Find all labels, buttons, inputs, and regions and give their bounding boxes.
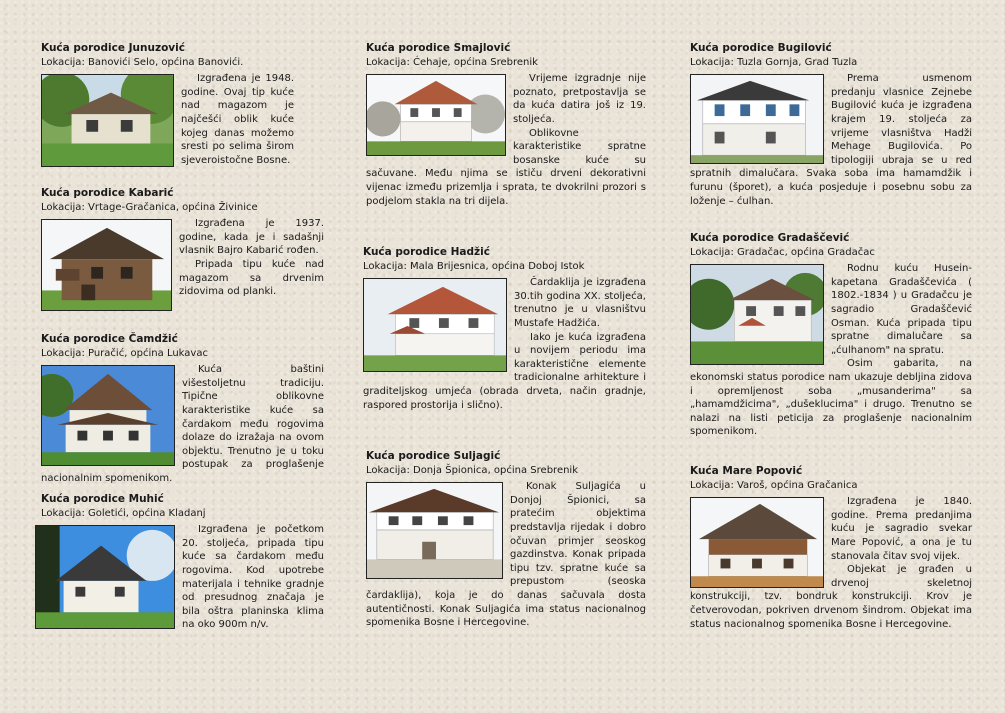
house-photo	[363, 278, 507, 372]
house-photo	[366, 74, 506, 156]
house-description: Čardaklija je izgrađena 30.tih godina XX. stoljeća, trenutno je u vlasništvu Mustafe Hadžića.	[514, 277, 646, 329]
house-photo	[41, 219, 172, 311]
house-entry-bugilovic	[690, 42, 972, 208]
house-photo	[35, 525, 175, 629]
house-description: Izgrađena je 1840. godine. Prema predanjima kuću je sagradio svekar Mare Popović, a ona je tu stanovala čitav svoj vijek.	[831, 496, 972, 562]
house-title: Kuća porodice Bugilović	[690, 42, 832, 54]
house-location: Lokacija: Donja Špionica, općina Srebrenik	[366, 464, 578, 476]
house-description: Vrijeme izgradnje nije poznato, pretpostavlja se da kuća datira još iz 19. stoljeća.	[513, 73, 646, 125]
house-photo	[690, 264, 824, 365]
house-entry-muhic	[41, 493, 324, 632]
house-location: Lokacija: Varoš, općina Gračanica	[690, 479, 858, 491]
house-entry-popovic	[690, 465, 972, 631]
house-description-2: Objekat je građen u drvenoj skeletnoj konstrukciji, tzv. bondruk konstrukciji. Krov je četverovodan, pokriven drvenom šindrom. Objekat ima status nacionalnog spomenika Bosne i Hercegovine.	[690, 564, 972, 630]
house-photo	[41, 74, 174, 167]
house-entry-suljagic	[366, 450, 646, 630]
house-description-2: Osim gabarita, na ekonomski status porodice nam ukazuje debljina zidova i opremljenost soba „musanderima" sa „hamamdžicima", „dušeklucima" i drugo. Trenutno se nalazi na listi peticija za proglašenje nacionalnim spomenikom.	[690, 358, 972, 438]
house-entry-junuzovic	[41, 42, 294, 169]
house-entry-hadzic	[363, 246, 646, 412]
house-entry-camdzic	[41, 333, 324, 486]
house-location: Lokacija: Puračić, općina Lukavac	[41, 347, 208, 359]
house-location: Lokacija: Banovići Selo, općina Banovići.	[41, 56, 244, 68]
house-description-2: Oblikovne karakteristike spratne bosanske kuće su sačuvane. Među njima se ističu drveni dekorativni vijenac između prizemlja i sprata, te dvokrilni prozori s podjelom stakla na tri dijela.	[366, 127, 646, 207]
house-photo	[690, 497, 824, 588]
house-description: Izgrađena je 1937. godine, kada je i sadašnji vlasnik Bajro Kabarić rođen.	[179, 218, 324, 257]
house-description: Rodnu kuću Husein-kapetana Gradaščevića ( 1802.-1834 ) u Gradačcu je sagradio Gradaščević Osman. Kuća pripada tipu spratne dimalučare sa „ćulhanom" na spratu.	[831, 263, 972, 356]
house-description-2: Pripada tipu kuće nad magazom sa drvenim zidovima od planki.	[179, 258, 324, 298]
house-location: Lokacija: Mala Brijesnica, općina Doboj Istok	[363, 260, 585, 272]
house-title: Kuća porodice Kabarić	[41, 187, 174, 199]
house-entry-smajlovic	[366, 42, 646, 208]
house-photo	[366, 482, 503, 579]
house-title: Kuća porodice Čamdžić	[41, 333, 178, 345]
house-title: Kuća porodice Hadžić	[363, 246, 490, 258]
house-entry-kabaric	[41, 187, 324, 313]
house-title: Kuća Mare Popović	[690, 465, 803, 477]
house-title: Kuća porodice Smajlović	[366, 42, 511, 54]
house-description: Izgrađena je početkom 20. stoljeća, pripada tipu kuće sa čardakom među rogovima. Kod upotrebe materijala i tehnike gradnje od presudnog značaja je bila oštra planinska klima na oko 900m n/v.	[182, 524, 324, 631]
house-description-2: Iako je kuća izgrađena u novijem periodu ima karakteristične elemente tradicionalne arhitekture i graditeljskog umjeća (obrada drveta, način gradnje, raspored prostorija i slično).	[363, 331, 646, 411]
house-photo	[690, 74, 824, 164]
house-location: Lokacija: Gradačac, općina Gradačac	[690, 246, 875, 258]
house-title: Kuća porodice Gradaščević	[690, 232, 850, 244]
house-location: Lokacija: Vrtage-Gračanica, općina Živinice	[41, 201, 258, 213]
house-photo	[41, 365, 175, 466]
house-location: Lokacija: Tuzla Gornja, Grad Tuzla	[690, 56, 858, 68]
house-description: Konak Suljagića u Donjoj Špionici, sa pratećim objektima predstavlja rijedak i dobro očuvan primjer seoskog gazdinstva. Konak pripada tipu tzv. spratne kuće sa prepustom (seoska čardaklija), koja je do danas sačuvala dosta autentičnosti. Konak Suljagića ima status nacionalnog spomenika Bosne i Hercegovine.	[366, 481, 646, 629]
house-description: Prema usmenom predanju vlasnice Zejnebe Bugilović kuća je izgrađena krajem 19. stoljeća za vrijeme vlasništva Hadži Mehage Bugilovića. Po tipologiji ubraja se u red spratnih dimalučara. Svaka soba ima hamamdžik i furunu (šporet), a kuća posjeduje i posebnu sobu za loženje – ćulhan.	[690, 73, 972, 207]
house-title: Kuća porodice Junuzović	[41, 42, 185, 54]
house-entry-gradascevic	[690, 232, 972, 439]
house-location: Lokacija: Ćehaje, općina Srebrenik	[366, 56, 538, 68]
house-description: Kuća baštini višestoljetnu tradiciju. Tipične oblikovne karakteristike kuće sa čardakom među rogovima dolaze do izražaja na ovom objektu. Trenutno je u toku postupak za proglašenje nacionalnim spomenikom.	[41, 364, 324, 484]
house-description: Izgrađena je 1948. godine. Ovaj tip kuće nad magazom je najčešći oblik kuće kojeg danas možemo sresti po selima širom sjeveroistočne Bosne.	[181, 73, 294, 166]
house-location: Lokacija: Goletići, općina Kladanj	[41, 507, 206, 519]
house-title: Kuća porodice Muhić	[41, 493, 164, 505]
house-title: Kuća porodice Suljagić	[366, 450, 501, 462]
